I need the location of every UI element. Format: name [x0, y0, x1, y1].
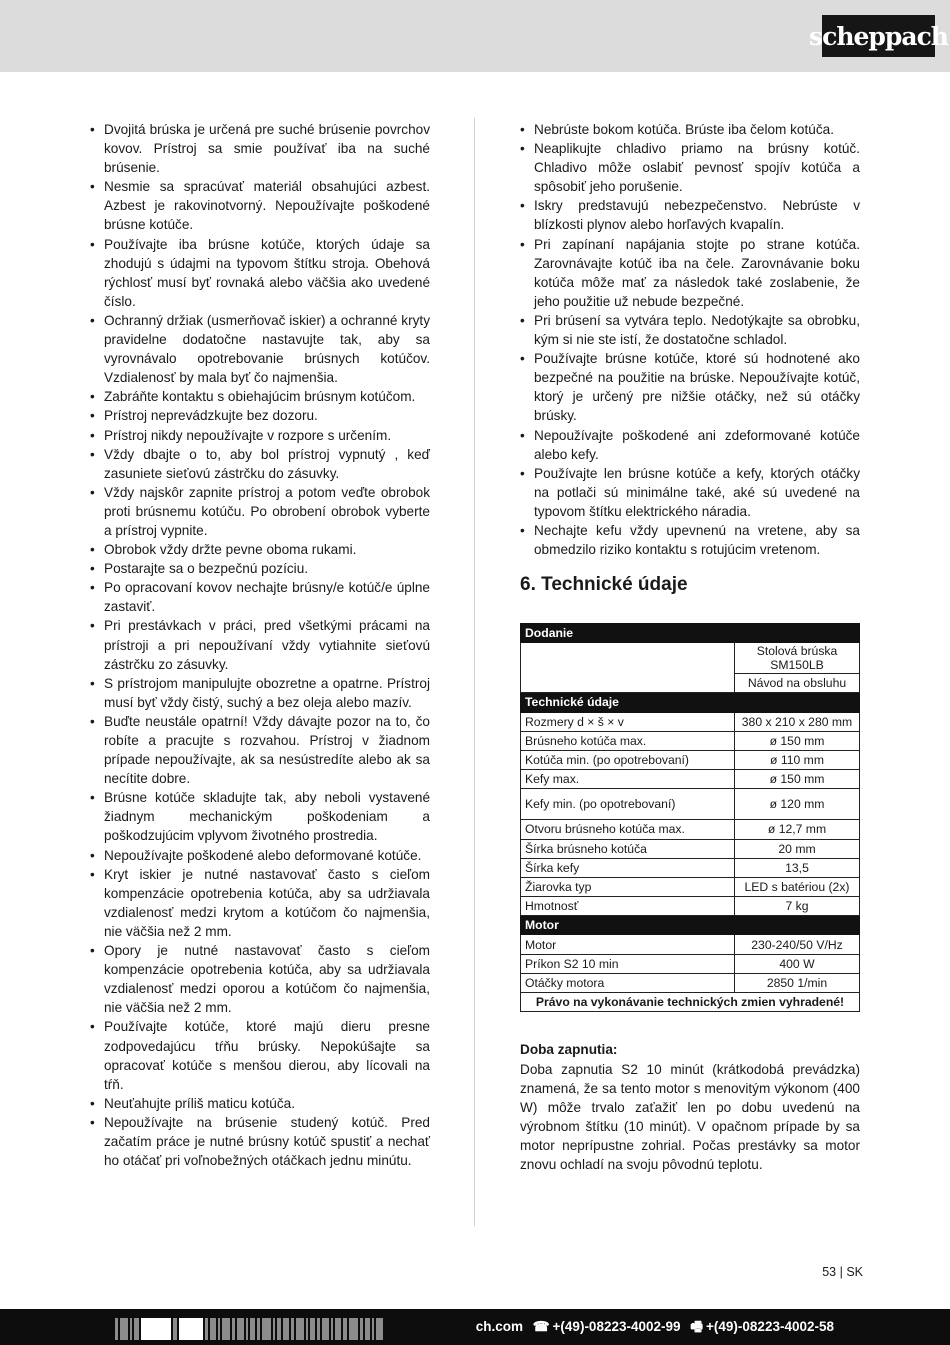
spec-label: Príkon S2 10 min	[521, 954, 735, 973]
spec-table	[520, 623, 860, 1012]
spec-row	[521, 712, 860, 731]
spec-delivery-item: Stolová brúska SM150LB	[735, 643, 860, 674]
bullet-item: • Zabráňte kontaktu s obiehajúcim brúsnym kotúčom.	[90, 387, 430, 406]
spec-value: 2850 1/min	[735, 973, 860, 992]
spec-row	[521, 820, 860, 839]
spec-value: 7 kg	[735, 897, 860, 916]
spec-label: Hmotnosť	[521, 897, 735, 916]
spec-header-delivery	[521, 624, 860, 643]
spec-value: ø 150 mm	[735, 731, 860, 750]
spec-row	[521, 877, 860, 896]
spec-row	[521, 858, 860, 877]
spec-row	[521, 750, 860, 769]
bullet-item: • Neaplikujte chladivo priamo na brúsny kotúč. Chladivo môže oslabiť pevnosť spojív kotúča a spôsobiť jeho porušenie.	[520, 139, 860, 196]
left-safety-list	[90, 120, 430, 1170]
spec-value: 380 x 210 x 280 mm	[735, 712, 860, 731]
spec-row	[521, 731, 860, 750]
spec-label: Šírka kefy	[521, 858, 735, 877]
spec-label: Motor	[521, 935, 735, 954]
duty-cycle-text: Doba zapnutia S2 10 minút (krátkodobá prevádzka) znamená, že sa tento motor s menovitým výkonom (400 W) môže trvalo zaťažiť len po dobu uvedenú na výrobnom štítku (10 minút). V opačnom prípade by sa motor neprípustne zohrial. Počas prestávky sa motor znovu ochladí na svoju pôvodnú teplotu.	[520, 1062, 860, 1173]
column-divider	[474, 118, 475, 1226]
spec-value: 400 W	[735, 954, 860, 973]
bullet-item: • Buďte neustále opatrní! Vždy dávajte pozor na to, čo robíte a pracujte s rozvahou. Prístroj v žiadnom prípade nepoužívajte, ak sa nesústredíte alebo ak sa necítite dobre.	[90, 712, 430, 788]
bullet-item: • Kryt iskier je nutné nastavovať často s cieľom kompenzácie opotrebenia kotúča, aby sa udržiavala vzdialenosť medzi krytom a kotúčom čo najmenšia, nie väčšia než 2 mm.	[90, 865, 430, 941]
fax-icon: 🖷	[690, 1319, 704, 1334]
bullet-item: • Nepoužívajte na brúsenie studený kotúč. Pred začatím práce je nutné brúsny kotúč spustiť a nechať ho otáčať pri voľnobežných otáčkach jednu minútu.	[90, 1113, 430, 1170]
spec-value: ø 12,7 mm	[735, 820, 860, 839]
spec-row	[521, 789, 860, 820]
spec-row	[521, 897, 860, 916]
spec-empty-cell	[521, 643, 735, 693]
bullet-item: • Prístroj neprevádzkujte bez dozoru.	[90, 406, 430, 425]
bullet-item: • Postarajte sa o bezpečnú pozíciu.	[90, 559, 430, 578]
spec-value: 230-240/50 V/Hz	[735, 935, 860, 954]
spec-value: ø 150 mm	[735, 770, 860, 789]
bullet-item: • Nechajte kefu vždy upevnenú na vretene, aby sa obmedzilo riziko kontaktu s rotujúcim vretenom.	[520, 521, 860, 559]
spec-label: Šírka brúsneho kotúča	[521, 839, 735, 858]
spec-label: Otvoru brúsneho kotúča max.	[521, 820, 735, 839]
spec-label: Kotúča min. (po opotrebovaní)	[521, 750, 735, 769]
website-link[interactable]: ch.com	[475, 1319, 523, 1334]
bullet-item: • Vždy najskôr zapnite prístroj a potom veďte obrobok proti brúsnemu kotúču. Po obrobení obrobok vyberte a prístroj vypnite.	[90, 483, 430, 540]
section-title: 6. Technické údaje	[520, 574, 688, 595]
spec-label: Kefy min. (po opotrebovaní)	[521, 789, 735, 820]
bullet-item: • Prístroj nikdy nepoužívajte v rozpore s určením.	[90, 426, 430, 445]
bullet-item: • Pri prestávkach v práci, pred všetkými prácami na prístroji a pri nepoužívaní vždy vytiahnite sieťovú zástrčku zo zásuvky.	[90, 616, 430, 673]
brand-logo: scheppach	[822, 15, 935, 57]
bullet-item: • Ochranný držiak (usmerňovač iskier) a ochranné kryty pravidelne dodatočne nastavujte tak, aby sa vyrovnávalo opotrebovanie brúsnych kotúčov. Vzdialenosť by mala byť čo najmenšia.	[90, 311, 430, 387]
spec-note-row	[521, 993, 860, 1012]
bullet-item: • Nepoužívajte poškodené ani zdeformované kotúče alebo kefy.	[520, 426, 860, 464]
spec-value: 13,5	[735, 858, 860, 877]
bullet-item: • Nepoužívajte poškodené alebo deformované kotúče.	[90, 846, 430, 865]
bullet-item: • Po opracovaní kovov nechajte brúsny/e kotúč/e úplne zastaviť.	[90, 578, 430, 616]
phone-number: +(49)-08223-4002-99	[552, 1319, 681, 1334]
spec-value: ø 110 mm	[735, 750, 860, 769]
spec-row	[521, 770, 860, 789]
spec-header-label: Technické údaje	[521, 693, 860, 712]
bullet-item: • Nesmie sa spracúvať materiál obsahujúci azbest. Azbest je rakovinotvorný. Nepoužívajte poškodené brúsne kotúče.	[90, 177, 430, 234]
bullet-item: • Neuťahujte príliš maticu kotúča.	[90, 1094, 430, 1113]
bullet-item: • Nebrúste bokom kotúča. Brúste iba čelom kotúča.	[520, 120, 860, 139]
spec-header-label: Motor	[521, 916, 860, 935]
spec-row	[521, 954, 860, 973]
bullet-item: • S prístrojom manipulujte obozretne a opatrne. Prístroj musí byť vždy čistý, suchý a bez oleja alebo mazív.	[90, 674, 430, 712]
left-column	[90, 120, 430, 1170]
bullet-item: • Používajte kotúče, ktoré majú dieru presne zodpovedajúcu tŕňu brúsky. Nepokúšajte sa opracovať kotúče s menšou dierou, aby lícovali na tŕň.	[90, 1017, 430, 1093]
page-number: 53 | SK	[822, 1265, 863, 1279]
bullet-item: • Pri zapínaní napájania stojte po strane kotúča. Zarovnávajte kotúč iba na čele. Zarovnávanie boku kotúča môže mať za následok také zoslabenie, že jeho použitie už nebude bezpečné.	[520, 235, 860, 311]
bullet-item: • Iskry predstavujú nebezpečenstvo. Nebrúste v blízkosti plynov alebo horľavých kvapalín.	[520, 196, 860, 234]
spec-row	[521, 643, 860, 674]
spec-label: Žiarovka typ	[521, 877, 735, 896]
duty-cycle-title: Doba zapnutia:	[520, 1042, 618, 1057]
telephone-icon: ☎	[532, 1319, 550, 1334]
bullet-item: • Brúsne kotúče skladujte tak, aby neboli vystavené žiadnym mechanickým poškodeniam a poškodzujúcim vplyvom životného prostredia.	[90, 788, 430, 845]
spec-header-label: Dodanie	[521, 624, 860, 643]
bullet-item: • Obrobok vždy držte pevne oboma rukami.	[90, 540, 430, 559]
right-column	[520, 120, 860, 559]
spec-header-tech	[521, 693, 860, 712]
spec-label: Brúsneho kotúča max.	[521, 731, 735, 750]
bullet-item: • Opory je nutné nastavovať často s cieľom kompenzácie opotrebenia kotúča, aby sa udržiavala vzdialenosť medzi oporou a kotúčom čo najmenšia, nie väčšia než 2 mm.	[90, 941, 430, 1017]
spec-row	[521, 973, 860, 992]
bullet-item: • Dvojitá brúska je určená pre suché brúsenie povrchov kovov. Prístroj sa smie používať iba na suché brúsenie.	[90, 120, 430, 177]
spec-row	[521, 839, 860, 858]
bullet-item: • Používajte brúsne kotúče, ktoré sú hodnotené ako bezpečné na použitie na brúske. Nepoužívajte kotúč, ktorý je určený pre nižšie otáčky, než sú otáčky brúsky.	[520, 349, 860, 425]
footer-contact	[0, 1317, 834, 1340]
bullet-item: • Pri brúsení sa vytvára teplo. Nedotýkajte sa obrobku, kým si nie ste istí, že dostatočne schladol.	[520, 311, 860, 349]
bullet-item: • Používajte len brúsne kotúče a kefy, ktorých otáčky na potlači sú minimálne také, aké sú uvedené na typovom štítku elektrického náradia.	[520, 464, 860, 521]
spec-value: ø 120 mm	[735, 789, 860, 820]
spec-delivery-item: Návod na obsluhu	[735, 674, 860, 693]
spec-note: Právo na vykonávanie technických zmien vyhradené!	[521, 993, 860, 1012]
bullet-item: • Používajte iba brúsne kotúče, ktorých údaje sa zhodujú s údajmi na typovom štítku stroja. Obehová rýchlosť musí byť rovnaká alebo väčšia ako uvedené číslo.	[90, 235, 430, 311]
right-safety-list	[520, 120, 860, 559]
spec-value: LED s batériou (2x)	[735, 877, 860, 896]
bullet-item: • Vždy dbajte o to, aby bol prístroj vypnutý , keď zasuniete sieťovú zástrčku do zásuvky.	[90, 445, 430, 483]
spec-header-motor	[521, 916, 860, 935]
fax-number: +(49)-08223-4002-58	[706, 1319, 834, 1334]
spec-label: Rozmery d × š × v	[521, 712, 735, 731]
spec-row	[521, 935, 860, 954]
spec-value: 20 mm	[735, 839, 860, 858]
spec-label: Kefy max.	[521, 770, 735, 789]
spec-label: Otáčky motora	[521, 973, 735, 992]
header-band	[0, 0, 950, 72]
